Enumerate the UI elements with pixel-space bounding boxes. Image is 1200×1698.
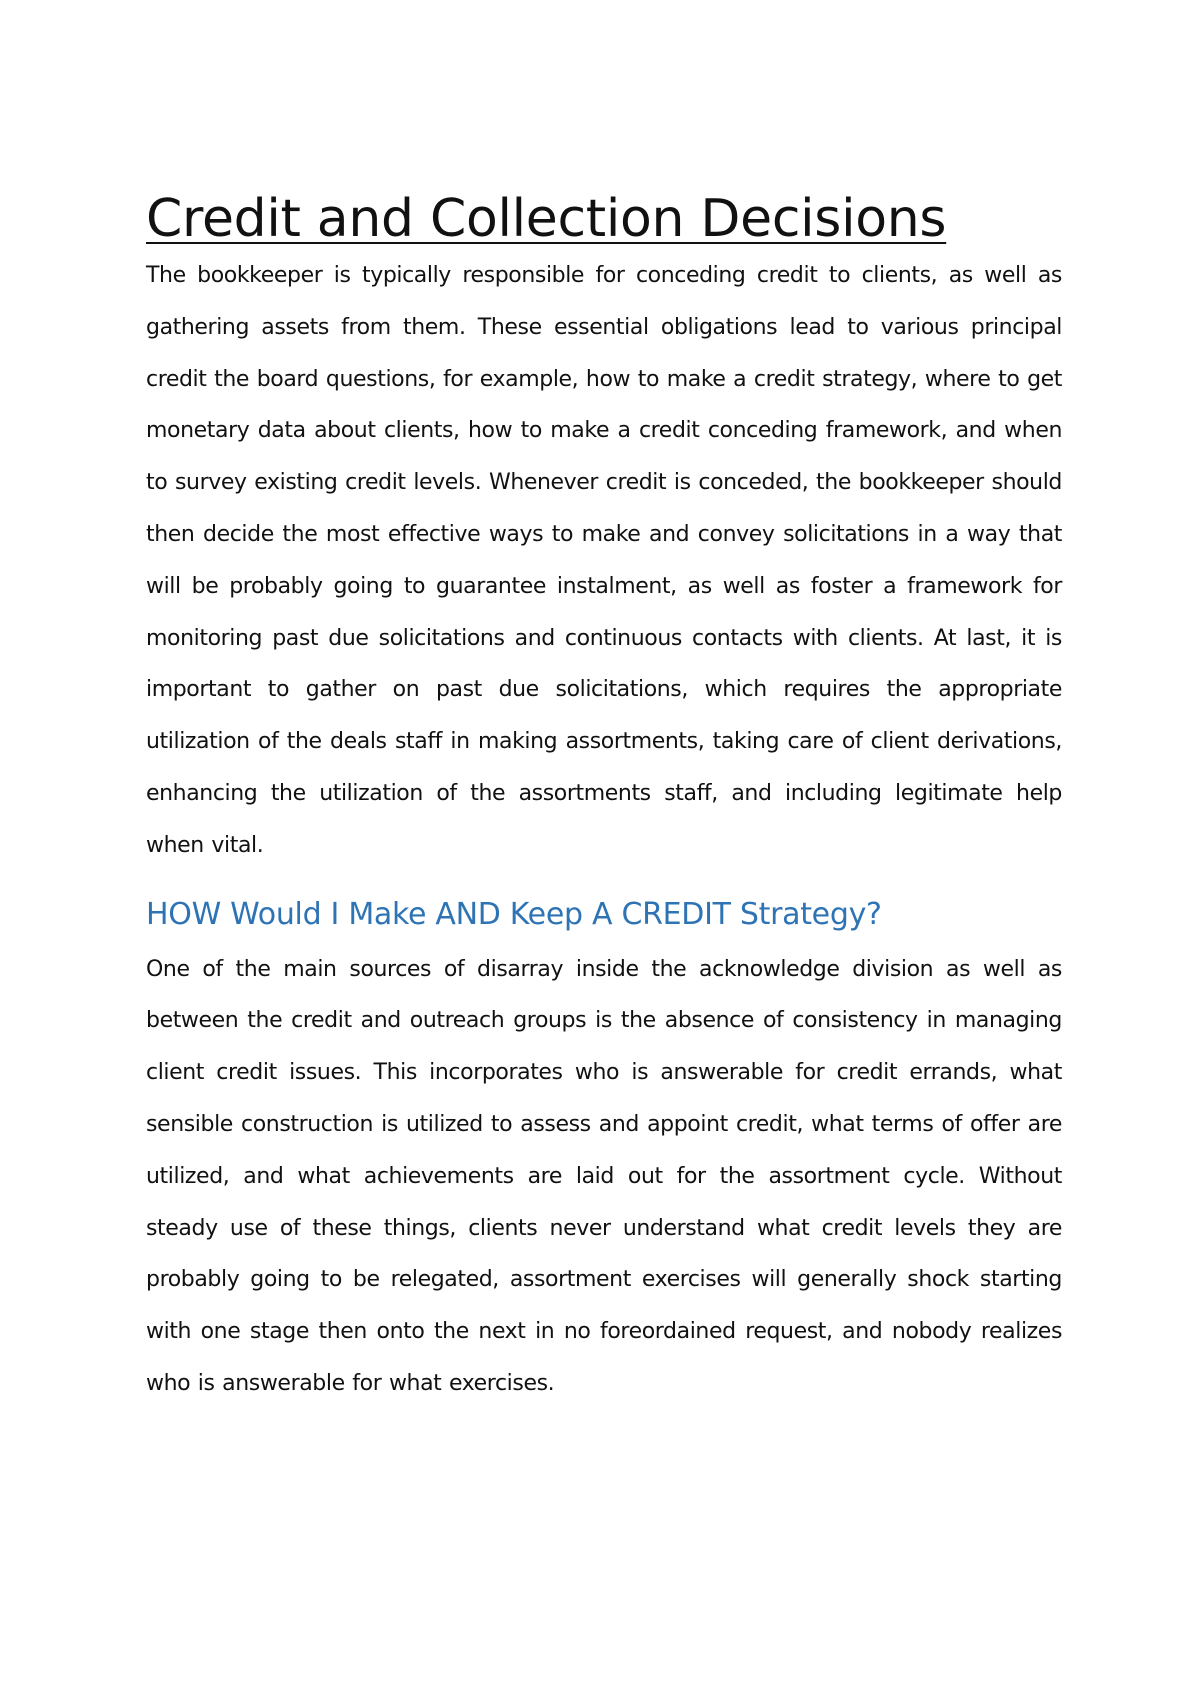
paragraph-credit-strategy: One of the main sources of disarray inside the acknowledge division as well as between the credit and outreach groups is the absence of consistency in managing client credit issues. This incorporates who is answerable for credit errands, what sensible construction is utilized to assess and appoint credit, what terms of offer are utilized, and what achievements are laid out for the assortment cycle. Without steady use of these things, clients never understand what credit levels they are probably going to be relegated, assortment exercises will generally shock starting with one stage then onto the next in no foreordained request, and nobody realizes who is answerable for what exercises. (146, 956, 1062, 1396)
section-heading-credit-strategy: HOW Would I Make AND Keep A CREDIT Strategy? (146, 896, 882, 932)
document-body (146, 188, 1062, 1410)
paragraph-intro: The bookkeeper is typically responsible for conceding credit to clients, as well as gathering assets from them. These essential obligations lead to various principal credit the board questions, for example, how to make a credit strategy, where to get monetary data about clients, how to make a credit conceding framework, and when to survey existing credit levels. Whenever credit is conceded, the bookkeeper should then decide the most effective ways to make and convey solicitations in a way that will be probably going to guarantee instalment, as well as foster a framework for monitoring past due solicitations and continuous contacts with clients. At last, it is important to gather on past due solicitations, which requires the appropriate utilization of the deals staff in making assortments, taking care of client derivations, enhancing the utilization of the assortments staff, and including legitimate help when vital. (146, 263, 1062, 858)
document-title: Credit and Collection Decisions (146, 189, 947, 249)
